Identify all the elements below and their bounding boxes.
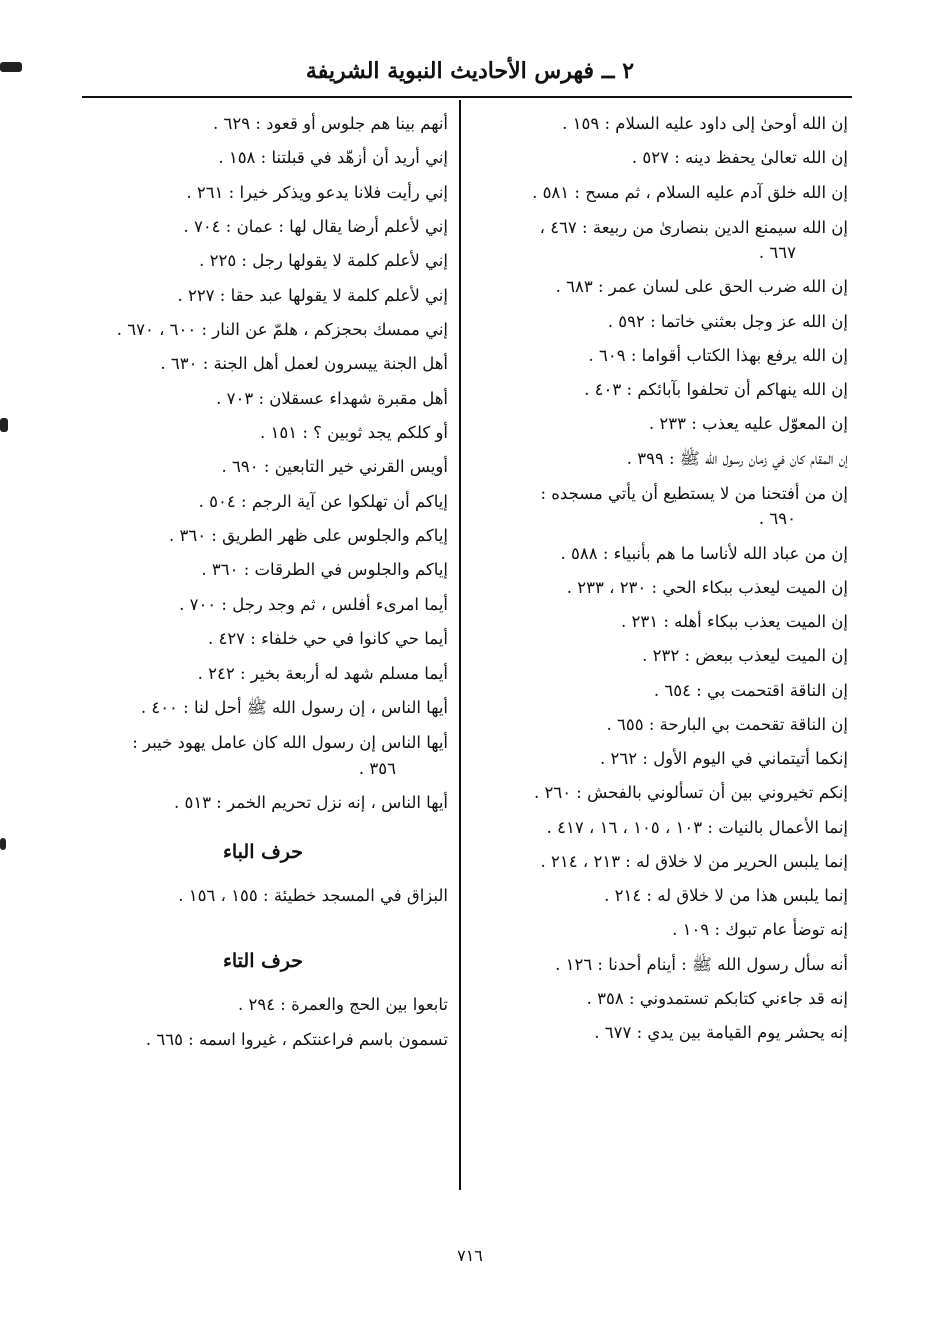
hadith-entry: أيها الناس إن رسول الله كان عامل يهود خيبر : ٣٥٦ .: [78, 730, 448, 781]
hadith-entry: أيما امرىء أفلس ، ثم وجد رجل : ٧٠٠ .: [179, 594, 448, 614]
hadith-entry: إن الميت ليعذب ببعض : ٢٣٢ .: [642, 646, 848, 666]
hadith-entry: أيها الناس ، إن رسول الله ﷺ أحل لنا : ٤٠٠ .: [140, 697, 448, 717]
hadith-entry: البزاق في المسجد خطيئة : ١٥٥ ، ١٥٦ .: [178, 886, 448, 906]
hadith-entry: إن من أفتحنا من لا يستطيع أن يأتي مسجده : ٦٩٠ .: [483, 481, 848, 532]
hadith-entry: أنهم بينا هم جلوس أو قعود : ٦٢٩ .: [213, 114, 448, 133]
hadith-entry: إن الله خلق آدم عليه السلام ، ثم مسح : ٥٨١ .: [532, 182, 848, 202]
hadith-entry-continuation: ٣٥٦ .: [358, 758, 396, 778]
hadith-entry: أيها الناس ، إنه نزل تحريم الخمر : ٥١٣ .: [173, 792, 448, 812]
hadith-entry: إني ممسك بحجزكم ، هلمّ عن النار : ٦٠٠ ، ٦٧٠ .: [116, 320, 448, 340]
scan-edge-mark: [0, 62, 22, 72]
hadith-entry: إن الله ضرب الحق على لسان عمر : ٦٨٣ .: [555, 277, 848, 297]
hadith-entry: إنه توضأ عام تبوك : ١٠٩ .: [672, 920, 848, 940]
hadith-entry: أو كلكم يجد ثوبين ؟ : ١٥١ .: [260, 423, 448, 443]
section-heading-ba: حرف الباء: [222, 840, 304, 863]
hadith-entry: تسمون باسم فراعنتكم ، غيروا اسمه : ٦٦٥ .: [145, 1029, 448, 1049]
scan-edge-mark: [0, 838, 6, 850]
hadith-entry: إن الناقة اقتحمت بي : ٦٥٤ .: [653, 680, 848, 700]
section-heading-ta: حرف التاء: [222, 949, 304, 972]
hadith-entry: أهل مقبرة شهداء عسقلان : ٧٠٣ .: [216, 388, 448, 408]
hadith-entry: أهل الجنة ييسرون لعمل أهل الجنة : ٦٣٠ .: [160, 354, 448, 374]
header-rule: [82, 96, 852, 98]
hadith-entry: إن الله تعالىٰ يحفظ دينه : ٥٢٧ .: [631, 148, 848, 168]
hadith-entry: إن الله أوحىٰ إلى داود عليه السلام : ١٥٩ .: [562, 114, 848, 133]
hadith-entry: إن الله يرفع بهذا الكتاب أقواما : ٦٠٩ .: [588, 345, 848, 365]
hadith-entry: إياكم أن تهلكوا عن آية الرجم : ٥٠٤ .: [198, 491, 448, 511]
hadith-entry: إني لأعلم أرضا يقال لها : عمان : ٧٠٤ .: [183, 217, 448, 237]
hadith-entry: إني لأعلم كلمة لا يقولها رجل : ٢٢٥ .: [199, 251, 448, 271]
hadith-entry: تابعوا بين الحج والعمرة : ٢٩٤ .: [237, 995, 448, 1015]
hadith-entry: إنه قد جاءني كتابكم تستمدوني : ٣٥٨ .: [586, 988, 848, 1008]
hadith-entry: إنما الأعمال بالنيات : ١٠٣ ، ١٠٥ ، ١٦ ، ٤١٧ .: [546, 817, 848, 837]
hadith-entry: إياكم والجلوس على ظهر الطريق : ٣٦٠ .: [168, 526, 448, 546]
hadith-entry: إن المقام كان في زمان رسول الله ﷺ : ٣٩٩ .: [626, 448, 848, 468]
hadith-entry: إن الله سيمنع الدين بنصارىٰ من ربيعة : ٤٦٧ ، ٦٦٧ .: [483, 215, 848, 266]
hadith-entry: إنما يلبس الحرير من لا خلاق له : ٢١٣ ، ٢١٤ .: [540, 851, 848, 871]
left-column: [78, 112, 448, 1062]
hadith-entry: إن الله ينهاكم أن تحلفوا بآبائكم : ٤٠٣ .: [584, 380, 848, 400]
hadith-entry: إياكم والجلوس في الطرقات : ٣٦٠ .: [201, 560, 448, 580]
hadith-entry: إنكم تخيروني بين أن تسألوني بالفحش : ٢٦٠ .: [533, 783, 848, 803]
scan-edge-mark: [0, 418, 8, 432]
hadith-entry: إن الله عز وجل بعثني خاتما : ٥٩٢ .: [607, 311, 848, 331]
hadith-entry: أيما حي كانوا في حي خلفاء : ٤٢٧ .: [207, 629, 448, 649]
hadith-entry: إني لأعلم كلمة لا يقولها عبد حقا : ٢٢٧ .: [177, 285, 448, 305]
hadith-entry: إنه يحشر يوم القيامة بين يدي : ٦٧٧ .: [594, 1023, 848, 1042]
hadith-entry: إن المعوّل عليه يعذب : ٢٣٣ .: [648, 414, 848, 434]
hadith-entry-continuation: ٦٦٧ .: [758, 243, 796, 263]
hadith-entry: أنه سأل رسول الله ﷺ : أينام أحدنا : ١٢٦ .: [555, 954, 848, 974]
hadith-entry: أويس القرني خير التابعين : ٦٩٠ .: [221, 457, 448, 477]
hadith-entry: إنكما أتيتماني في اليوم الأول : ٢٦٢ .: [600, 749, 848, 768]
hadith-entry-continuation: ٦٩٠ .: [758, 509, 796, 529]
hadith-entry: إن من عباد الله لأناسا ما هم بأنبياء : ٥٨٨ .: [560, 543, 848, 563]
right-column: [483, 112, 848, 1055]
hadith-entry: إني رأيت فلانا يدعو ويذكر خيرا : ٢٦١ .: [186, 182, 448, 202]
page-number: ٧١٦: [457, 1246, 483, 1265]
hadith-entry: إنما يلبس هذا من لا خلاق له : ٢١٤ .: [604, 886, 848, 905]
page-title: ٢ ــ فهرس الأحاديث النبوية الشريفة: [305, 58, 635, 84]
column-divider: [459, 100, 461, 1190]
hadith-entry: إن الميت ليعذب ببكاء الحي : ٢٣٠ ، ٢٣٣ .: [566, 577, 848, 597]
hadith-entry: أيما مسلم شهد له أربعة بخير : ٢٤٢ .: [197, 663, 448, 683]
hadith-entry: إن الناقة تقحمت بي البارحة : ٦٥٥ .: [606, 714, 848, 734]
hadith-entry: إني أريد أن أزهّد في قبلتنا : ١٥٨ .: [218, 148, 448, 168]
hadith-entry: إن الميت يعذب ببكاء أهله : ٢٣١ .: [621, 612, 848, 631]
